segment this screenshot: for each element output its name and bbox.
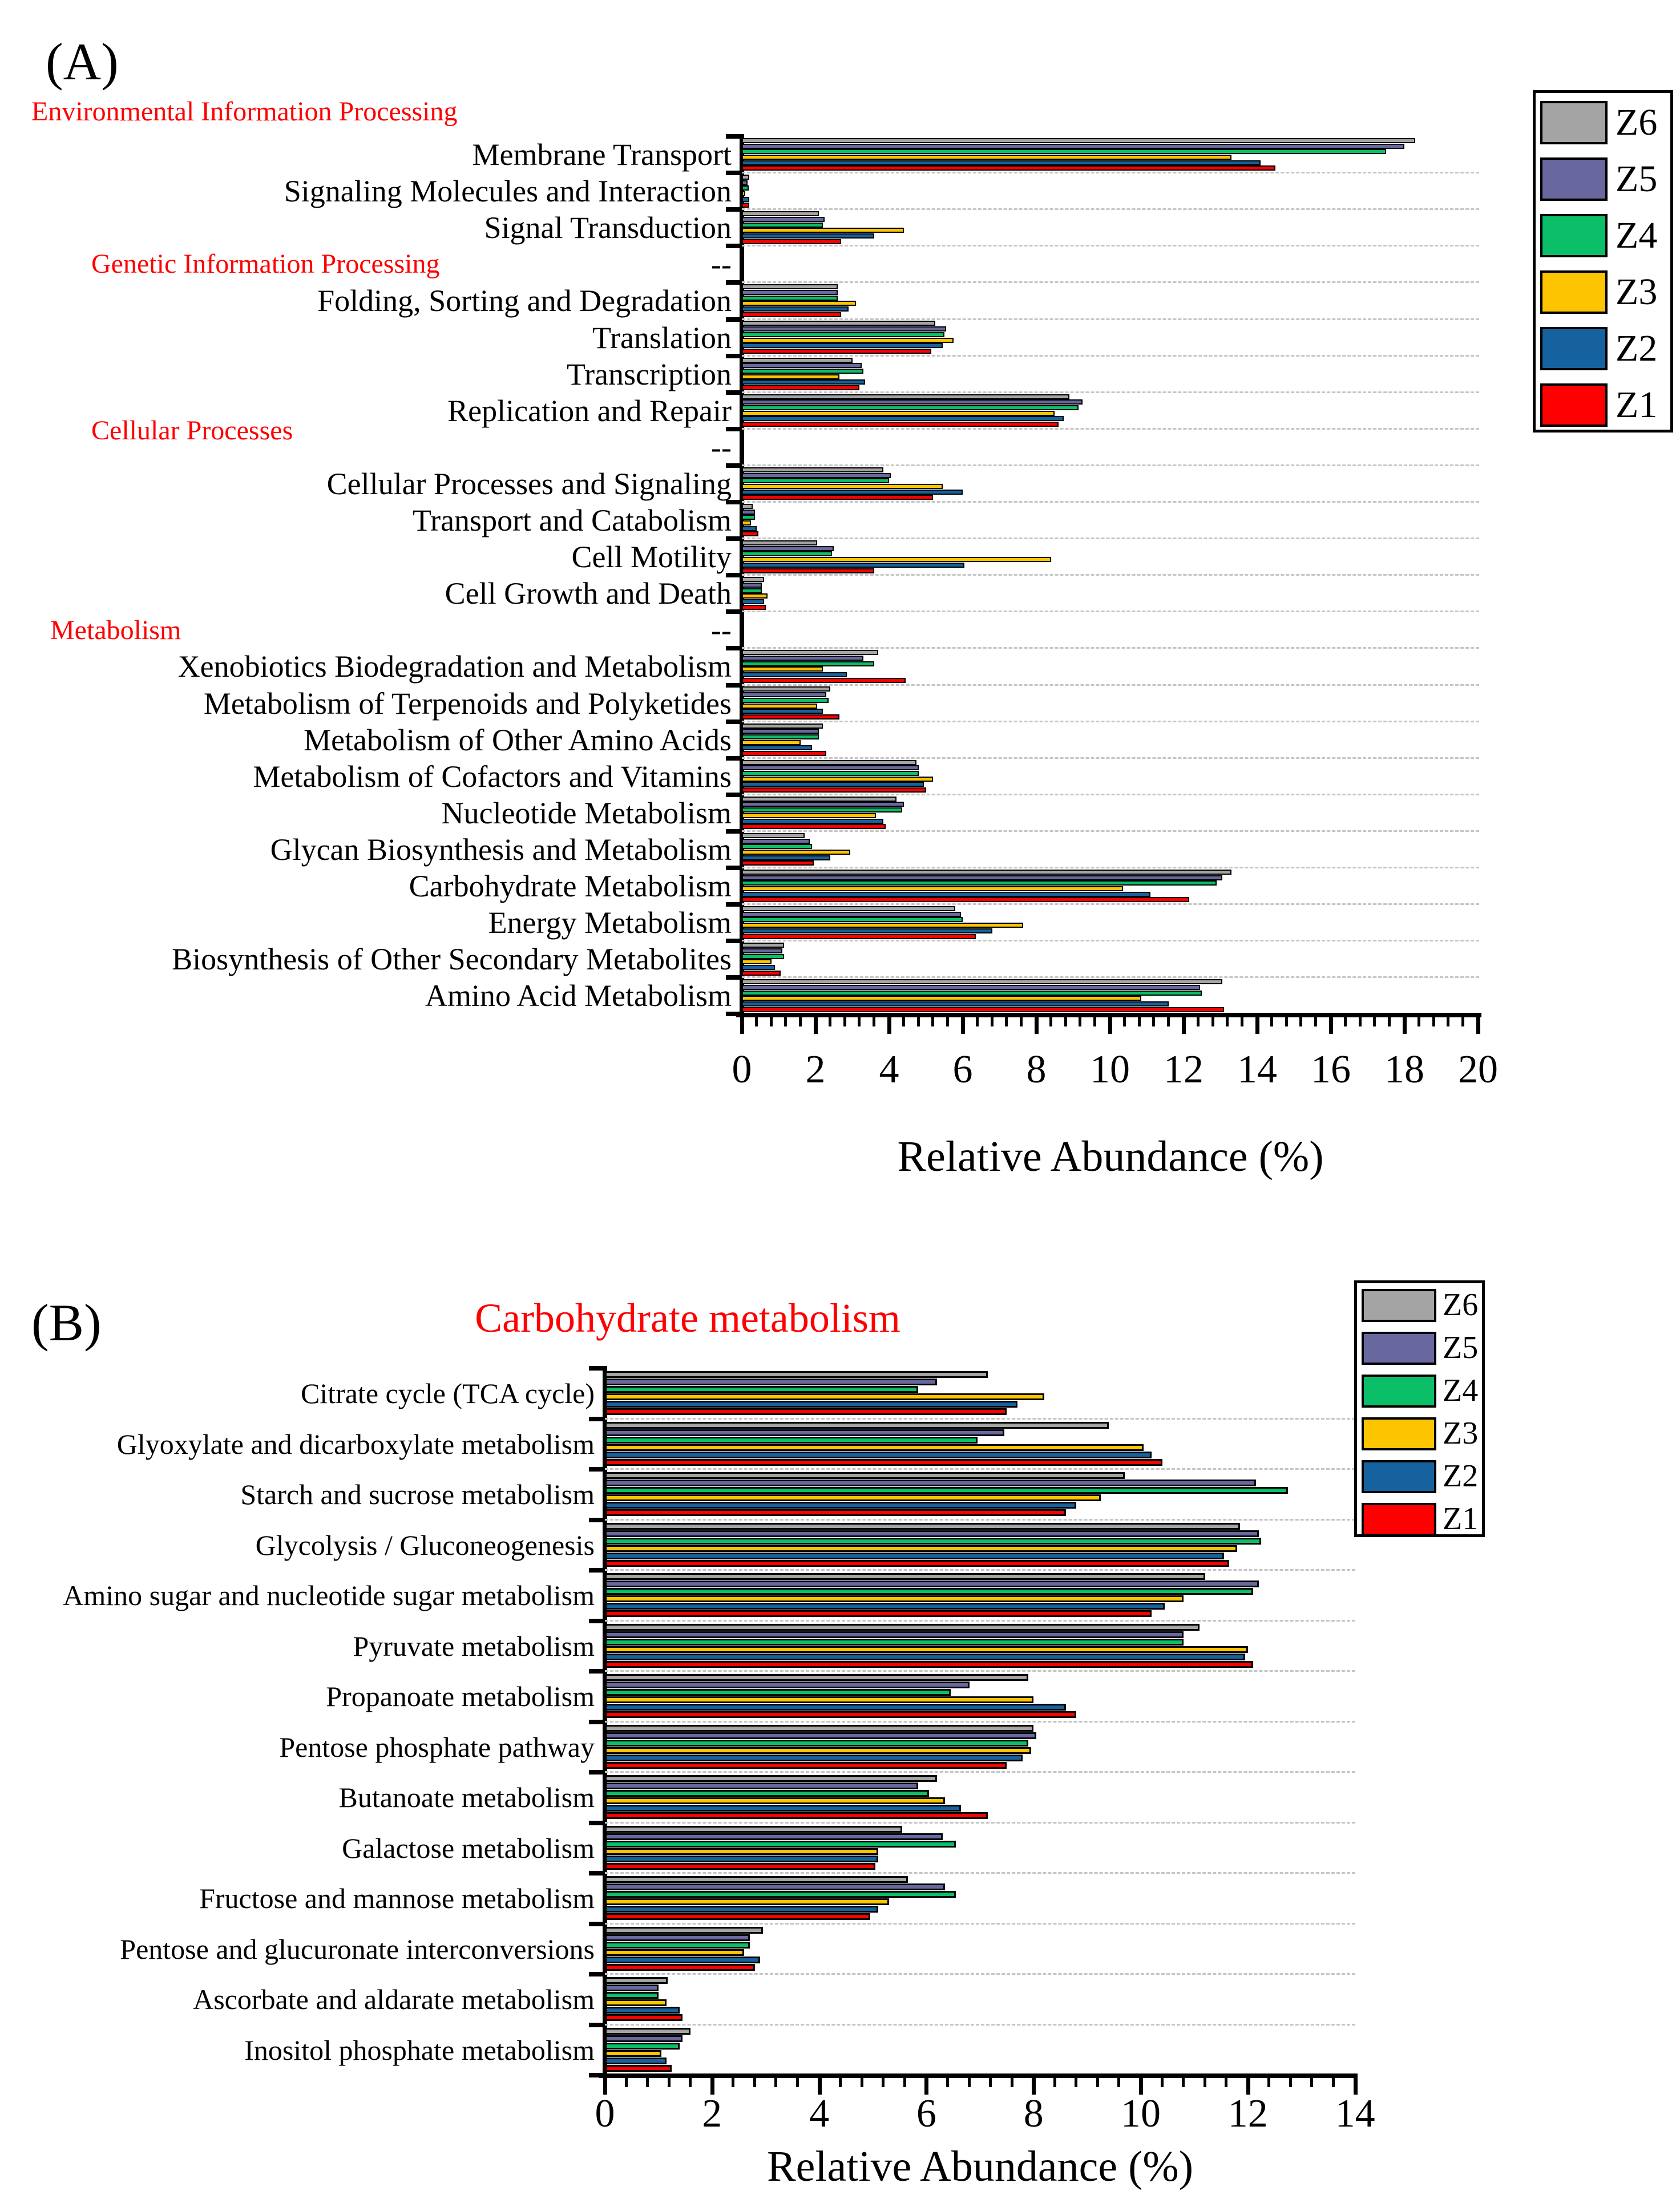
category-label: Translation [592,320,732,355]
y-axis-tick [589,1619,605,1623]
gridline [605,1721,1355,1723]
bar-z5 [605,1883,945,1890]
x-axis-minor-tick [689,2077,692,2087]
category-label: Butanoate metabolism [338,1781,595,1814]
category-label: Transcription [566,357,732,391]
category-label: Metabolism of Other Amino Acids [304,722,732,757]
x-axis-minor-tick [646,2077,649,2087]
bar-z2 [605,2007,680,2014]
bar-z3 [605,1949,744,1956]
x-axis-tick-label: 16 [1311,1048,1351,1092]
legend-swatch-z5 [1362,1332,1436,1365]
y-axis-tick [589,1922,605,1926]
x-axis-tick-label: 14 [1237,1048,1277,1092]
section-header: Environmental Information Processing [31,96,458,127]
x-axis-tick-label: 4 [879,1048,899,1092]
x-axis-minor-tick [1053,2077,1056,2087]
bar-z2 [605,1755,1023,1761]
y-axis-tick [589,1770,605,1775]
bar-z5 [605,1682,970,1688]
bar-z5 [605,1530,1259,1537]
section-header: Metabolism [50,615,181,645]
bar-z1 [605,1509,1066,1516]
gridline [605,1923,1355,1925]
legend-swatch-z4 [1362,1375,1436,1408]
chart-b-legend [1354,1280,1485,1537]
bar-z4 [605,1790,929,1797]
bar-z2 [605,1502,1076,1509]
legend-label-z3: Z3 [1616,271,1658,313]
x-axis-minor-tick [882,2077,885,2087]
category-label: Cell Motility [571,540,732,575]
x-axis-tick-label: 4 [809,2092,830,2136]
separator-label: -- [711,613,732,648]
category-label: Nucleotide Metabolism [441,795,732,830]
bar-z6 [605,1624,1200,1631]
x-axis-minor-tick [1096,2077,1099,2087]
bar-z6 [605,1674,1028,1681]
category-label: Carbohydrate Metabolism [409,869,732,904]
bar-z6 [605,1422,1109,1429]
bar-z4 [605,1689,951,1696]
bar-z3 [605,1747,1031,1754]
legend-label-z1: Z1 [1616,384,1658,426]
category-label: Signaling Molecules and Interaction [284,174,732,209]
legend-label-z6: Z6 [1443,1287,1479,1323]
legend-label-z2: Z2 [1443,1458,1479,1494]
bar-z5 [605,1480,1256,1486]
y-axis-tick [589,1720,605,1724]
bar-z5 [605,1782,918,1789]
x-axis-minor-tick [1225,2077,1227,2087]
bar-z3 [605,1595,1184,1602]
bar-z1 [605,1863,875,1870]
bar-z4 [605,1841,956,1848]
category-label: Xenobiotics Biodegradation and Metabolism [177,649,732,684]
panel-a-letter: (A) [46,33,119,91]
category-label: Amino Acid Metabolism [425,979,732,1013]
bar-z2 [605,1704,1066,1711]
category-label: Ascorbate and aldarate metabolism [193,1983,595,2016]
bar-z5 [605,1581,1259,1587]
x-axis-minor-tick [1289,2077,1292,2087]
gridline [605,1822,1355,1824]
category-label: Pentose and glucuronate interconversions [120,1933,595,1965]
bar-z6 [605,1472,1125,1479]
category-label: Pyruvate metabolism [353,1630,595,1662]
x-axis-minor-tick [753,2077,756,2087]
x-axis-tick-label: 8 [1026,1048,1047,1092]
bar-z1 [605,1913,870,1920]
bar-z3 [605,1444,1144,1451]
bar-z1 [605,1964,755,1971]
category-label: Galactose metabolism [342,1832,595,1864]
x-axis-minor-tick [1310,2077,1313,2087]
category-label: Cellular Processes and Signaling [326,466,732,501]
bar-z6 [605,1775,937,1782]
x-axis-minor-tick [903,2077,906,2087]
bar-z3 [605,1393,1044,1400]
bar-z3 [605,2050,661,2057]
y-axis-tick [589,1669,605,1674]
x-axis-tick-label: 14 [1335,2092,1375,2136]
chart-b-x-axis-title: Relative Abundance (%) [766,2143,1194,2190]
y-axis-tick [589,2073,605,2077]
x-axis-tick-label: 6 [916,2092,936,2136]
bar-z6 [605,1523,1240,1530]
x-axis-minor-tick [668,2077,671,2087]
bar-z1 [605,1711,1076,1718]
bar-z3 [605,1848,878,1855]
category-label: Metabolism of Cofactors and Vitamins [253,759,732,794]
category-label: Membrane Transport [472,138,732,172]
legend-label-z3: Z3 [1443,1416,1479,1451]
section-header: Cellular Processes [91,415,293,446]
category-label: Metabolism of Terpenoids and Polyketides [203,686,732,721]
y-axis-tick [589,1366,605,1371]
bar-z1 [605,1812,988,1819]
bar-z4 [605,2043,680,2050]
gridline [605,1771,1355,1773]
x-axis-minor-tick [1204,2077,1206,2087]
x-axis-tick-label: 12 [1227,2092,1268,2136]
category-label: Inositol phosphate metabolism [244,2034,595,2066]
category-label: Energy Metabolism [488,906,732,940]
legend-label-z5: Z5 [1443,1330,1479,1365]
bar-z1 [605,2065,672,2072]
bar-z1 [605,1762,1007,1769]
bar-z2 [605,1856,878,1862]
bar-z3 [605,1494,1101,1501]
y-axis-tick [589,1568,605,1573]
category-label: Transport and Catabolism [413,503,732,538]
chart-b-title: Carbohydrate metabolism [475,1295,900,1341]
bar-z2 [605,1906,878,1913]
bar-z2 [605,1401,1017,1408]
bar-z1 [605,1560,1229,1567]
bar-z3 [605,1696,1033,1703]
category-label: Citrate cycle (TCA cycle) [300,1377,595,1410]
bar-z6 [605,1977,668,1984]
bar-z5 [605,1833,943,1840]
y-axis-tick [589,1417,605,1421]
bar-z2 [605,1654,1245,1660]
x-axis-minor-tick [796,2077,799,2087]
bar-z3 [605,1898,889,1905]
section-header: Genetic Information Processing [91,249,440,279]
x-axis-minor-tick [774,2077,777,2087]
category-label: Starch and sucrose metabolism [240,1478,595,1511]
bar-z4 [605,1588,1253,1595]
bar-z6 [605,1725,1033,1732]
gridline [605,1620,1355,1622]
x-axis-tick-label: 0 [595,2092,615,2136]
bar-z2 [605,1452,1152,1458]
x-axis-tick-label: 2 [805,1048,826,1092]
legend-label-z5: Z5 [1616,158,1658,200]
x-axis-tick-label: 20 [1458,1048,1498,1092]
x-axis-minor-tick [1267,2077,1270,2087]
category-label: Replication and Repair [447,393,732,428]
x-axis-minor-tick [625,2077,628,2087]
bar-z1 [605,1610,1152,1617]
category-label: Pentose phosphate pathway [279,1731,595,1763]
gridline [605,2024,1355,2026]
bar-z2 [605,1805,961,1812]
bar-z3 [605,1545,1237,1552]
bar-z5 [605,1379,937,1385]
bar-z1 [605,2014,682,2021]
category-label: Glyoxylate and dicarboxylate metabolism [116,1428,595,1460]
bar-z6 [605,2028,690,2035]
x-axis-minor-tick [1075,2077,1077,2087]
bar-z6 [605,1573,1205,1580]
y-axis-tick [589,1518,605,1522]
x-axis-tick-label: 12 [1164,1048,1204,1092]
legend-label-z2: Z2 [1616,328,1658,369]
bar-z5 [605,1429,1004,1436]
bar-z5 [605,1732,1036,1739]
legend-swatch-z1 [1362,1503,1436,1536]
bar-z4 [605,1437,978,1444]
legend-label-z4: Z4 [1443,1373,1479,1408]
category-label: Folding, Sorting and Degradation [317,284,732,318]
bar-z5 [605,1984,659,1991]
bar-z6 [605,1371,988,1378]
category-label: Cell Growth and Death [445,576,732,611]
bar-z3 [605,1999,667,2006]
gridline [605,1973,1355,1975]
x-axis-minor-tick [1182,2077,1185,2087]
x-axis-tick-label: 10 [1121,2092,1161,2136]
category-label: Amino sugar and nucleotide sugar metabolism [63,1579,595,1612]
bar-z4 [605,1487,1288,1494]
bar-z6 [605,1826,902,1833]
x-axis-minor-tick [1332,2077,1335,2087]
bar-z1 [605,1661,1253,1668]
x-axis-tick-label: 0 [732,1048,752,1092]
y-axis-tick [589,1972,605,1976]
legend-swatch-z3 [1362,1417,1436,1450]
bar-z3 [605,1797,945,1804]
x-axis-minor-tick [946,2077,949,2087]
x-axis-tick-label: 10 [1090,1048,1130,1092]
category-label: Glycan Biosynthesis and Metabolism [270,832,732,867]
bar-z3 [605,1646,1248,1653]
separator-label: -- [711,430,732,464]
legend-label-z6: Z6 [1616,102,1658,143]
gridline [605,1418,1355,1420]
gridline [605,1519,1355,1521]
bar-z4 [605,1639,1184,1646]
bar-z1 [605,1459,1162,1466]
category-label: Fructose and mannose metabolism [199,1882,595,1915]
bar-z2 [605,1957,760,1963]
bar-z5 [605,1934,750,1941]
bar-z4 [605,1386,918,1393]
x-axis-minor-tick [861,2077,863,2087]
bar-z5 [605,2035,682,2042]
x-axis-minor-tick [1011,2077,1013,2087]
bar-z4 [605,1942,750,1949]
gridline [605,1468,1355,1470]
panel-b-letter: (B) [31,1294,102,1352]
bar-z2 [605,1553,1224,1559]
x-axis-minor-tick [839,2077,842,2087]
x-axis-minor-tick [989,2077,992,2087]
legend-swatch-z2 [1362,1460,1436,1493]
x-axis-minor-tick [1161,2077,1164,2087]
separator-label: -- [711,247,732,282]
bar-z4 [605,1891,956,1898]
x-axis-tick-label: 8 [1023,2092,1044,2136]
legend-label-z4: Z4 [1616,215,1658,256]
x-axis-tick-label: 6 [952,1048,973,1092]
gridline [605,1670,1355,1672]
y-axis-tick [589,1821,605,1825]
category-label: Propanoate metabolism [326,1680,595,1713]
bar-z6 [605,1876,908,1883]
bar-z1 [605,1408,1007,1415]
bar-z4 [605,1538,1261,1545]
category-label: Glycolysis / Gluconeogenesis [255,1529,595,1561]
bar-z4 [605,1740,1028,1747]
y-axis-tick [589,1467,605,1472]
legend-label-z1: Z1 [1443,1501,1479,1537]
x-axis-minor-tick [1117,2077,1120,2087]
bar-z4 [605,1992,659,1999]
x-axis-tick-label: 18 [1384,1048,1424,1092]
bar-z6 [605,1927,763,1934]
bar-z5 [605,1631,1184,1638]
gridline [605,1569,1355,1571]
x-axis-minor-tick [968,2077,971,2087]
category-label: Signal Transduction [484,211,732,245]
bar-z2 [605,2058,667,2064]
bar-z2 [605,1603,1165,1610]
x-axis-tick-label: 2 [702,2092,722,2136]
category-label: Biosynthesis of Other Secondary Metabolites [172,942,732,977]
y-axis-tick [589,2023,605,2027]
x-axis-minor-tick [732,2077,734,2087]
y-axis-tick [589,1871,605,1875]
legend-swatch-z6 [1362,1289,1436,1322]
gridline [605,1872,1355,1874]
chart-a-x-axis-title: Relative Abundance (%) [897,1133,1324,1181]
